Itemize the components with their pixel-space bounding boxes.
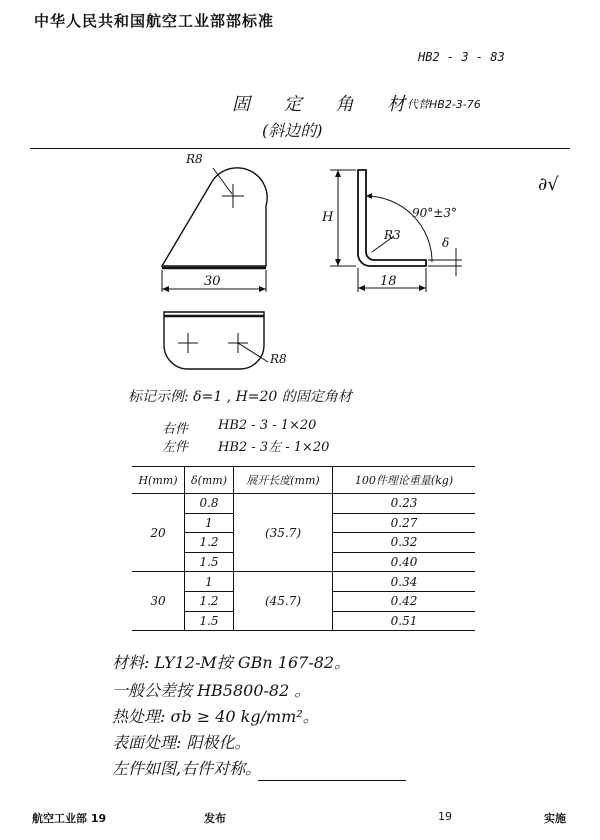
- header-h: H(mm): [132, 467, 185, 494]
- cell-delta: 1.5: [185, 552, 234, 572]
- cell-h: 30: [132, 572, 185, 631]
- cell-weight: 0.23: [333, 494, 476, 514]
- standard-number: HB2 - 3 - 83: [418, 50, 505, 64]
- header-weight: 100件理论重量(kg): [333, 467, 476, 494]
- replaces-note: 代替HB2-3-76: [407, 98, 481, 111]
- header-org: 中华人民共和国航空工业部部标准: [34, 12, 275, 30]
- note-material: 材料: LY12-M按 GBn 167-82。: [112, 653, 351, 672]
- label-width-18: 18: [380, 274, 397, 289]
- footer-publisher: 航空工业部 19: [32, 812, 107, 825]
- label-thickness: δ: [442, 236, 450, 250]
- table-header-row: [132, 467, 475, 494]
- cell-delta: 1.5: [185, 611, 234, 631]
- marking-left-code: HB2 - 3左 - 1×20: [218, 440, 330, 455]
- marking-left-label: 左件: [162, 440, 189, 455]
- cell-delta: 1.2: [185, 591, 234, 611]
- footer-implement: 实施: [544, 812, 566, 825]
- cell-h: 20: [132, 494, 185, 572]
- cell-length: (35.7): [234, 494, 333, 572]
- closing-rule: [258, 780, 406, 781]
- label-width-30: 30: [204, 274, 221, 289]
- table-row: [132, 572, 475, 592]
- label-angle: 90°±3°: [412, 206, 457, 220]
- marking-right-code: HB2 - 3 - 1×20: [218, 418, 317, 433]
- cell-weight: 0.51: [333, 611, 476, 631]
- surface-roughness-mark: ∂√: [538, 174, 559, 195]
- cell-weight: 0.34: [333, 572, 476, 592]
- spec-table: [132, 466, 475, 631]
- marking-right-label: 右件: [162, 422, 189, 437]
- cell-length: (45.7): [234, 572, 333, 631]
- marking-example-title: 标记示例: δ=1 , H=20 的固定角材: [128, 389, 352, 405]
- header-delta: δ(mm): [185, 467, 234, 494]
- side-view-outline: [162, 168, 267, 266]
- cell-weight: 0.42: [333, 591, 476, 611]
- header-length: 展开长度(mm): [234, 467, 333, 494]
- top-view-outline: [164, 312, 264, 369]
- technical-drawing: [0, 0, 600, 400]
- note-surface: 表面处理: 阳极化。: [112, 733, 251, 752]
- table-row: [132, 494, 475, 514]
- label-r8-bottom: R8: [270, 352, 287, 366]
- cell-weight: 0.40: [333, 552, 476, 572]
- page-title: 固 定 角 材: [232, 94, 420, 115]
- label-height-h: H: [322, 210, 334, 225]
- cell-weight: 0.27: [333, 513, 476, 533]
- cell-weight: 0.32: [333, 533, 476, 553]
- note-symmetry: 左件如图,右件对称。: [112, 759, 262, 778]
- cell-delta: 1: [185, 513, 234, 533]
- footer-page: 19: [438, 810, 452, 823]
- footer-issue: 发布: [204, 812, 226, 825]
- note-heat-treatment: 热处理: σb ≥ 40 kg/mm²。: [112, 707, 319, 726]
- cell-delta: 1.2: [185, 533, 234, 553]
- note-tolerance: 一般公差按 HB5800-82 。: [112, 681, 311, 700]
- page-subtitle: (斜边的): [262, 121, 323, 140]
- cell-delta: 0.8: [185, 494, 234, 514]
- label-r3: R3: [384, 228, 401, 242]
- cell-delta: 1: [185, 572, 234, 592]
- label-r8-top: R8: [186, 152, 203, 166]
